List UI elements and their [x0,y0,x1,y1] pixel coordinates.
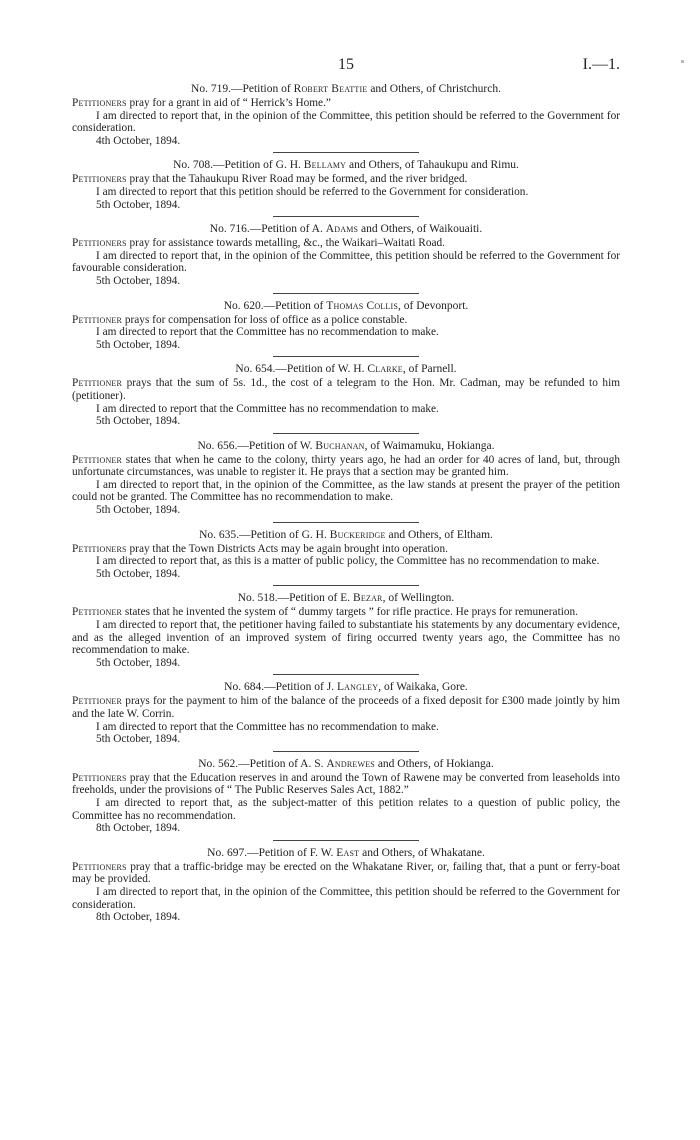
petition-title [72,528,620,543]
petition-entry [72,299,620,358]
petitioner-lead-word: Petitioner [72,313,123,326]
title-prefix: No. 719.—Petition of [191,83,294,95]
title-suffix: and Others, of Hokianga. [374,757,494,770]
petition-title [72,680,620,695]
petitioner-lead-word: Petitioner [72,695,123,708]
prayer-text: prays for compensation for loss of office as a police constable. [122,313,408,326]
title-prefix: No. 518.—Petition of E. [237,592,354,605]
petition-entry [72,158,620,217]
petition-entry [72,362,620,433]
petition-entry [72,82,620,153]
prayer-text: prays that the sum of 5s. 1d., the cost of a telegram to the Hon. Mr. Cadman, may be refunded to him (petitioner). [72,377,620,402]
title-suffix: , of Devonport. [398,299,469,312]
petition-prayer [72,173,620,186]
title-suffix: , of Waikaka, Gore. [378,681,468,694]
petition-prayer [72,97,620,110]
committee-report: I am directed to report that this petition should be referred to the Government for consideration. [96,185,529,198]
title-suffix: and Others, of Eltham. [385,528,493,541]
petitioner-lead-word: Petitioners [72,237,127,250]
section-divider [273,433,419,434]
petition-prayer [72,454,620,479]
petition-title [72,591,620,606]
petition-title [72,82,620,97]
title-prefix: No. 684.—Petition of J. [224,681,337,694]
petitioner-name: Clarke [367,363,403,376]
prayer-text: pray that the Tahaukupu River Road may be formed, and the river bridged. [126,173,468,186]
petition-prayer [72,772,620,797]
petition-prayer [72,377,620,402]
petitioner-name: Bezar [353,592,383,605]
committee-report: I am directed to report that, in the opinion of the Committee, this petition should be referred to the Government for consideration. [72,885,620,911]
prayer-text: pray for assistance towards metalling, &c., the Waikari–Waitati Road. [126,237,445,250]
section-divider [273,293,419,294]
prayer-text: pray that a traffic-bridge may be erected on the Whakatane River, or, failing that, that a punt or ferry-boat may be provided. [72,860,620,886]
petition-title [72,299,620,314]
committee-report: I am directed to report that the Committee has no recommendation to make. [96,720,439,733]
petition-entry [72,680,620,751]
petition-prayer [72,237,620,250]
petitioner-name: Thomas Collis [326,299,398,312]
title-prefix: No. 716.—Petition of A. [209,223,326,236]
petitioner-name: East [336,846,360,859]
title-prefix: No. 656.—Petition of W. [197,439,316,452]
page-number: 15 [338,56,354,73]
petitioner-lead-word: Petitioners [72,173,127,186]
section-divider [273,840,419,841]
report-date: 5th October, 1894. [96,198,181,211]
petitioner-name: Bellamy [303,159,347,172]
title-prefix: No. 562.—Petition of A. S. [198,757,327,770]
committee-report: I am directed to report that, as the subject-matter of this petition relates to a question of public policy, the Committee has no recommendation. [72,796,620,822]
report-date: 5th October, 1894. [96,656,181,669]
paper-reference: I.—1. [582,56,620,73]
committee-report: I am directed to report that, as this is a matter of public policy, the Committee has no recommendation to make. [96,555,600,568]
report-date: 5th October, 1894. [96,415,181,428]
prayer-text: pray that the Education reserves in and around the Town of Rawene may be converted from leaseholds into freeholds, under the provisions of “ The Public Reserves Sales Act, 1882.” [72,771,620,797]
petitioner-lead-word: Petitioner [72,377,123,390]
petitioner-lead-word: Petitioners [72,771,127,784]
petition-entry [72,222,620,293]
title-suffix: and Others, of Christchurch. [367,83,501,95]
petition-entry [72,846,620,924]
petition-entry [72,439,620,523]
committee-report: I am directed to report that, in the opinion of the Committee, as the law stands at present the prayer of the petition could not be granted. The Committee has no recommendation to make. [72,478,620,504]
petition-title [72,846,620,861]
petition-title [72,222,620,237]
petitioner-name: Buckeridge [329,528,386,541]
section-divider [273,356,419,357]
title-suffix: , of Wellington. [382,592,455,605]
petitioner-name: Adams [325,223,359,236]
report-date: 5th October, 1894. [96,733,181,746]
section-divider [273,152,419,153]
title-suffix: , of Parnell. [402,363,457,376]
committee-report: I am directed to report that, in the opinion of the Committee, this petition should be referred to the Government for consideration. [72,109,620,135]
petition-prayer [72,861,620,886]
petitioner-lead-word: Petitioners [72,542,127,555]
petitioner-name: Langley [336,681,379,694]
committee-report: I am directed to report that, the petitioner having failed to substantiate his statements by any documentary evidence, and as the alleged invention of an improved system of firing occurred twenty years ago, the Committee has no recommendation to make. [72,619,620,657]
page-header [72,56,620,82]
report-date: 5th October, 1894. [96,504,181,517]
petition-prayer [72,606,620,619]
petition-title [72,158,620,173]
title-suffix: , of Waimamuku, Hokianga. [364,439,495,452]
report-date: 5th October, 1894. [96,567,181,580]
committee-report: I am directed to report that, in the opinion of the Committee, this petition should be referred to the Government for favourable consideration. [72,249,620,275]
report-date: 8th October, 1894. [96,822,181,835]
petition-prayer [72,543,620,556]
report-date: 4th October, 1894. [96,134,181,147]
prayer-text: pray for a grant in aid of “ Herrick’s Home.” [126,97,331,109]
title-prefix: No. 708.—Petition of G. H. [173,159,304,172]
petition-title [72,757,620,772]
prayer-text: states that when he came to the colony, thirty years ago, he had an order for 40 acres of land, but, through unfortunate circumstances, was unable to register it. He prays that a section may be granted him. [72,453,620,479]
petitioner-name: Buchanan [315,439,365,452]
title-prefix: No. 620.—Petition of [223,299,327,312]
title-suffix: and Others, of Whakatane. [359,846,485,859]
section-divider [273,674,419,675]
petitioner-lead-word: Petitioner [72,606,123,619]
title-prefix: No. 697.—Petition of F. W. [207,846,337,859]
prayer-text: pray that the Town Districts Acts may be again brought into operation. [126,542,448,555]
page-edge-mark [681,60,684,63]
petitioner-name: Andrewes [326,757,375,770]
petition-prayer [72,314,620,327]
petitioner-lead-word: Petitioners [72,860,127,873]
title-prefix: No. 635.—Petition of G. H. [199,528,330,541]
petition-entry [72,528,620,587]
petition-prayer [72,695,620,720]
petition-title [72,439,620,454]
petition-entry [72,591,620,675]
petitioner-name: Robert Beattie [293,83,368,95]
section-divider [273,585,419,586]
petition-entry [72,757,620,841]
committee-report: I am directed to report that the Committee has no recommendation to make. [96,326,439,339]
report-date: 5th October, 1894. [96,274,181,287]
title-suffix: and Others, of Waikouaiti. [358,223,483,236]
prayer-text: states that he invented the system of “ dummy targets ” for rifle practice. He prays for remuneration. [122,606,578,619]
section-divider [273,751,419,752]
section-divider [273,522,419,523]
report-date: 8th October, 1894. [96,911,181,924]
petitioner-lead-word: Petitioners [72,97,127,109]
prayer-text: prays for the payment to him of the balance of the proceeds of a fixed deposit for £300 made jointly by him and the late W. Corrin. [72,695,620,720]
report-date: 5th October, 1894. [96,338,181,351]
petition-list [72,82,620,924]
title-prefix: No. 654.—Petition of W. H. [235,363,368,376]
petition-title [72,362,620,377]
section-divider [273,216,419,217]
petitioner-lead-word: Petitioner [72,453,123,466]
document-page [72,56,620,924]
title-suffix: and Others, of Tahaukupu and Rimu. [346,159,519,172]
committee-report: I am directed to report that the Committee has no recommendation to make. [96,402,439,415]
